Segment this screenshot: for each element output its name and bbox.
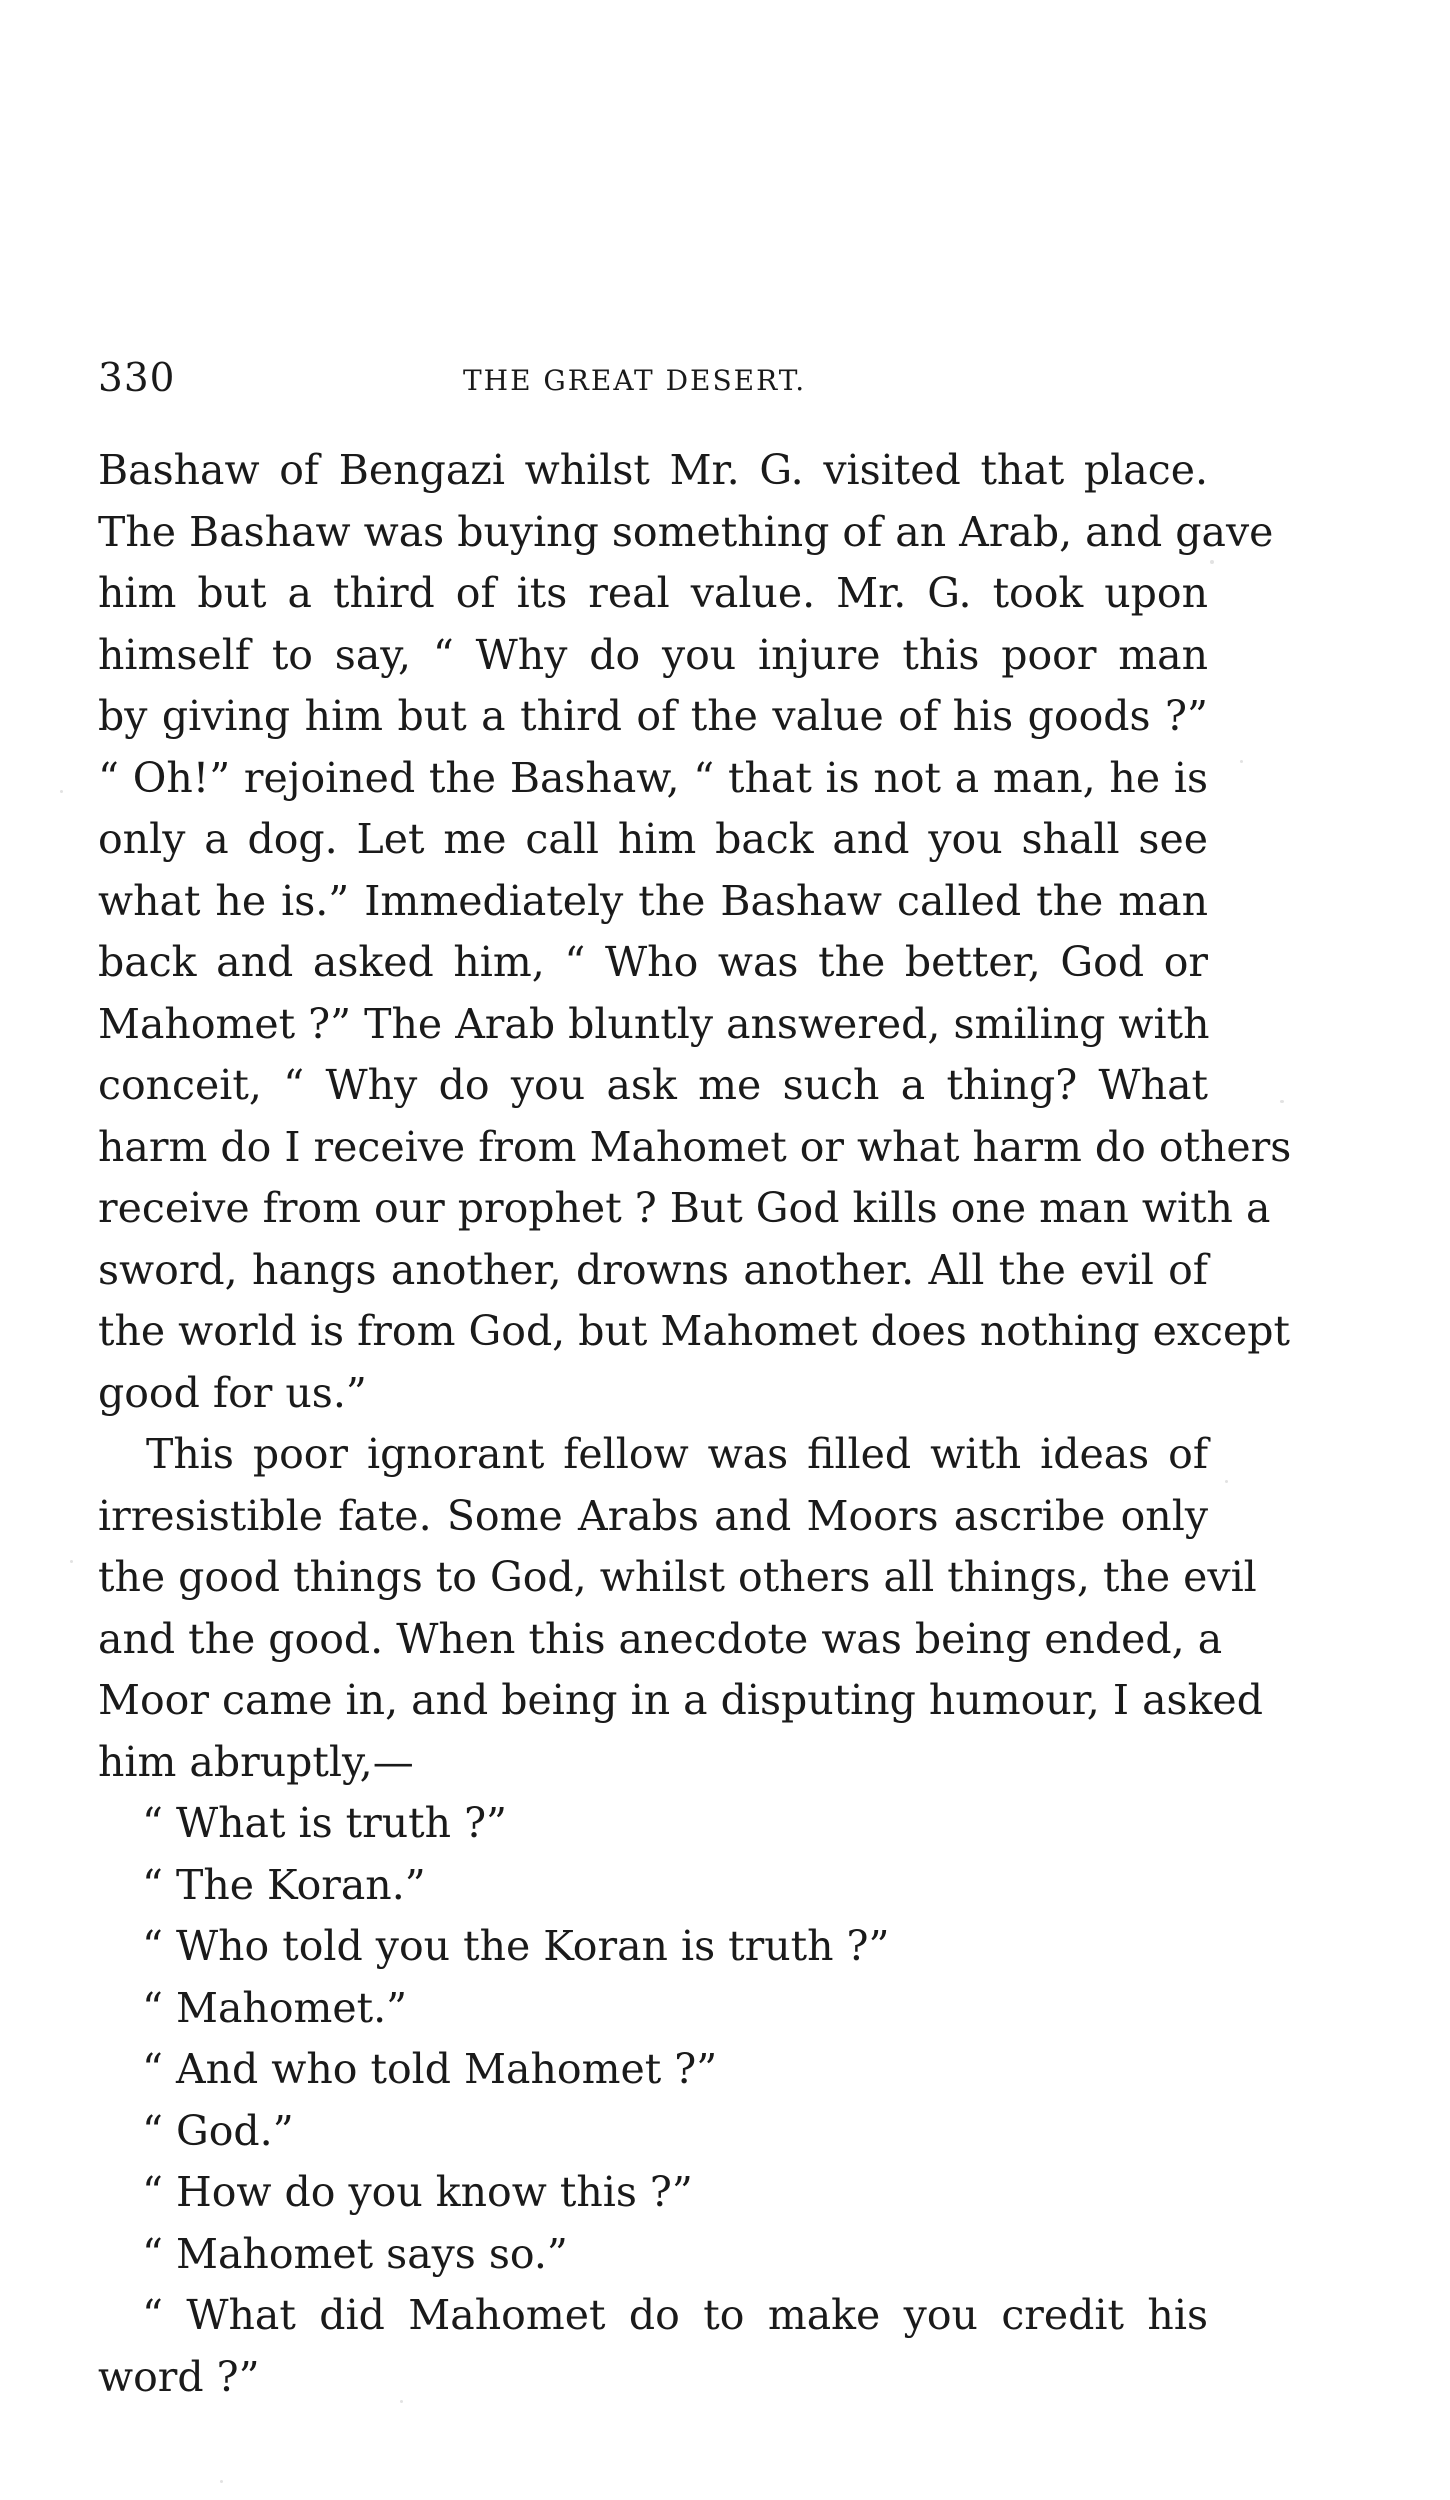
paper-speckle <box>60 790 63 793</box>
paper-speckle <box>1210 560 1214 564</box>
text-line: receive from our prophet ? But God kills one man with a <box>98 1184 1271 1232</box>
dialogue-line: “ What is truth ?” <box>142 1799 508 1847</box>
text-line: only a dog. Let me call him back and you shall see <box>98 815 1208 863</box>
running-title: THE GREAT DESERT. <box>463 364 807 397</box>
paper-speckle <box>70 1560 73 1563</box>
text-line: the world is from God, but Mahomet does nothing except <box>98 1307 1290 1355</box>
dialogue-line: “ And who told Mahomet ?” <box>142 2045 718 2093</box>
text-line: himself to say, “ Why do you injure this poor man <box>98 630 1208 679</box>
text-line: The Bashaw was buying something of an Arab, and gave <box>98 507 1274 556</box>
dialogue-line: “ How do you know this ?” <box>142 2168 693 2216</box>
text-line: “ Oh!” rejoined the Bashaw, “ that is not a man, he is <box>98 753 1208 802</box>
text-line: and the good. When this anecdote was being ended, a <box>98 1614 1223 1663</box>
running-head <box>98 356 1198 406</box>
text-line: irresistible fate. Some Arabs and Moors ascribe only <box>98 1491 1208 1540</box>
body-text <box>98 440 1292 2408</box>
dialogue-line: “ What did Mahomet do to make you credit his <box>142 2291 1208 2339</box>
text-line: word ?” <box>98 2352 260 2401</box>
dialogue-line: “ Mahomet.” <box>142 1983 408 2032</box>
text-line: conceit, “ Why do you ask me such a thing? What <box>98 1061 1208 1109</box>
text-line: what he is.” Immediately the Bashaw called the man <box>98 876 1208 925</box>
text-line: Bashaw of Bengazi whilst Mr. G. visited that place. <box>98 446 1208 494</box>
page-number: 330 <box>98 356 176 401</box>
text-line: Mahomet ?” The Arab bluntly answered, smiling with <box>98 999 1210 1048</box>
text-line: him but a third of its real value. Mr. G. took upon <box>98 569 1208 617</box>
text-line: by giving him but a third of the value of his goods ?” <box>98 692 1208 740</box>
text-line: This poor ignorant fellow was filled with ideas of <box>146 1430 1208 1478</box>
dialogue-line: “ Mahomet says so.” <box>142 2229 568 2278</box>
paper-speckle <box>1240 760 1243 763</box>
text-line: good for us.” <box>98 1368 367 1417</box>
text-line: harm do I receive from Mahomet or what harm do others <box>98 1122 1292 1171</box>
paper-speckle <box>220 2480 223 2483</box>
dialogue-line: “ The Koran.” <box>142 1860 426 1909</box>
text-line: Moor came in, and being in a disputing humour, I asked <box>98 1676 1263 1724</box>
text-line: sword, hangs another, drowns another. All the evil of <box>98 1245 1208 1294</box>
text-line: back and asked him, “ Who was the better, God or <box>98 938 1208 986</box>
paper-speckle <box>1225 1480 1228 1483</box>
dialogue-line: “ Who told you the Koran is truth ?” <box>142 1922 890 1970</box>
text-line: him abruptly,— <box>98 1737 414 1786</box>
paper-speckle <box>1280 1100 1284 1103</box>
paper-speckle <box>400 2400 403 2403</box>
dialogue-line: “ God.” <box>142 2106 294 2155</box>
text-line: the good things to God, whilst others all things, the evil <box>98 1553 1257 1601</box>
